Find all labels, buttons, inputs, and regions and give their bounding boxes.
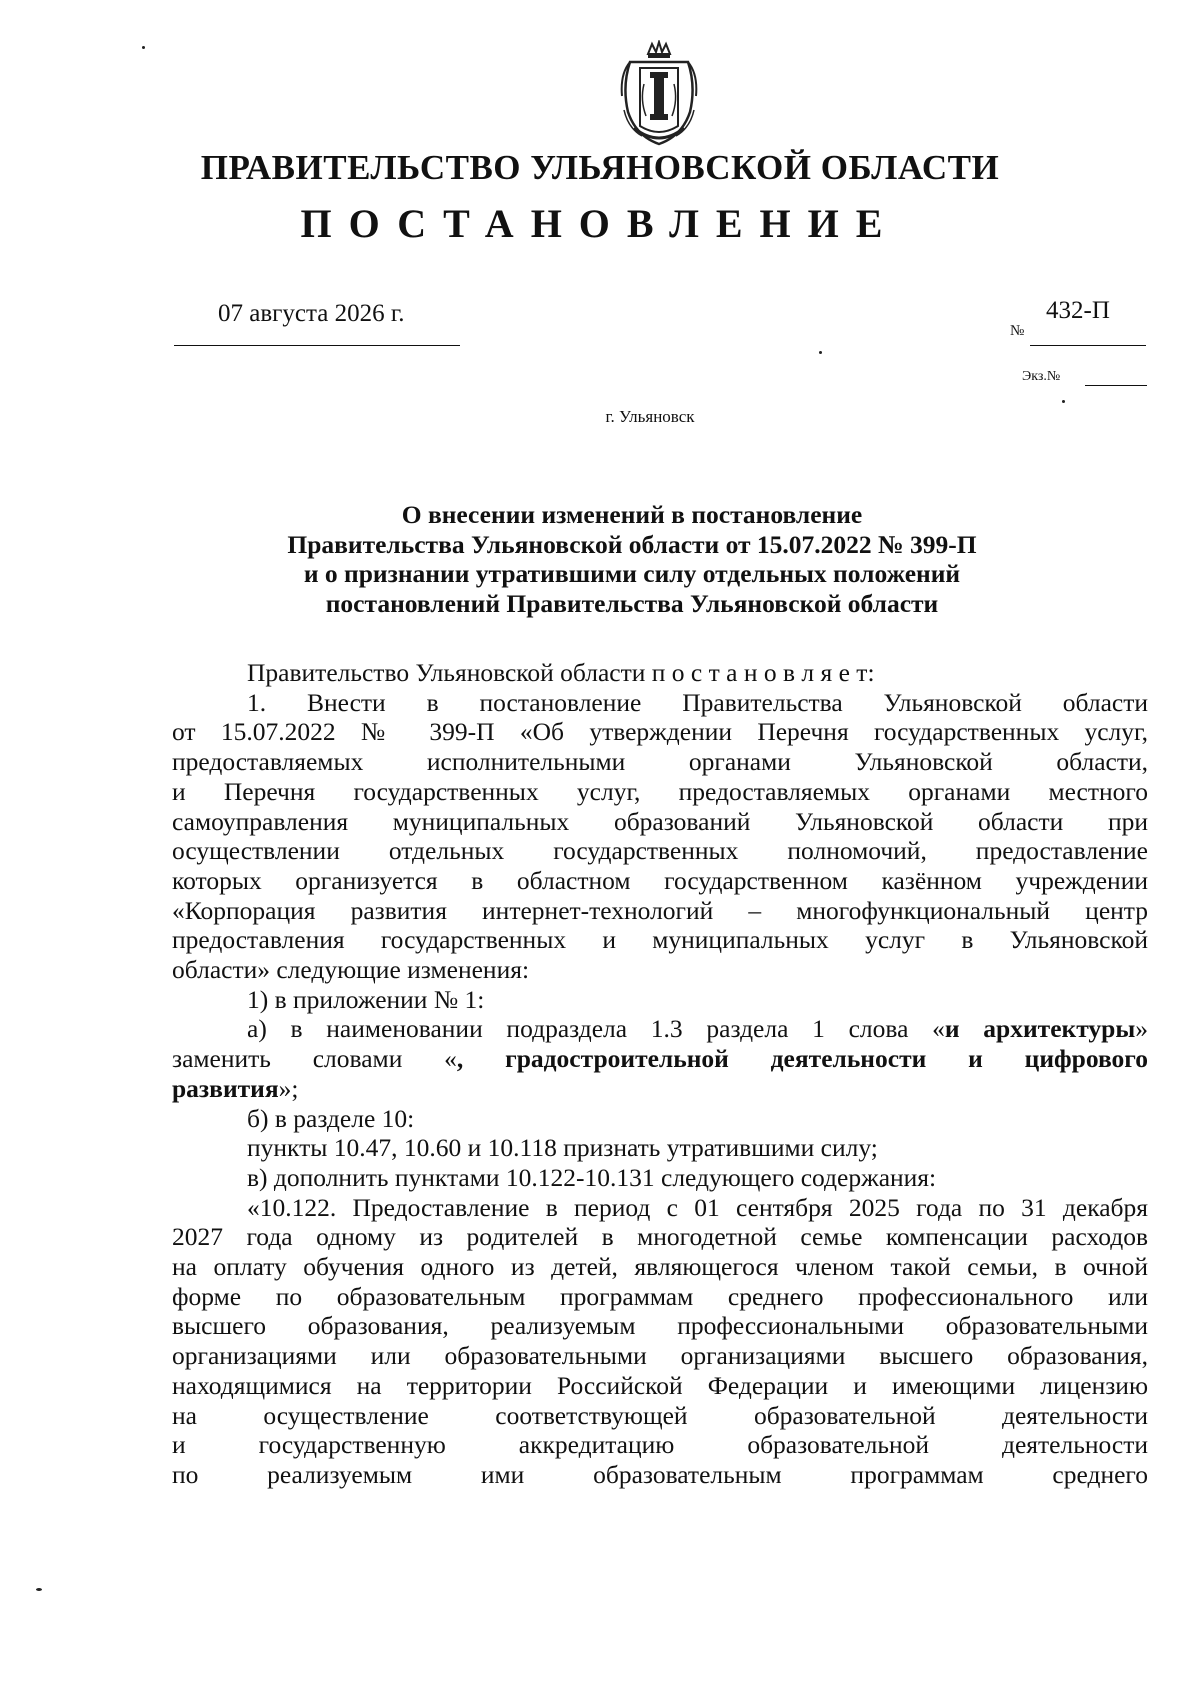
title-line: и о признании утратившими силу отдельных положений <box>303 559 961 588</box>
paragraph-10-122-line: на осуществление соответствующей образовательной деятельности <box>172 1400 1148 1430</box>
scan-mark <box>1062 400 1065 403</box>
item-1-line: самоуправления муниципальных образований Ульяновской области при <box>172 806 1148 836</box>
title-line: О внесении изменений в постановление <box>401 500 863 529</box>
subitem-b-text: пункты 10.47, 10.60 и 10.118 признать утратившими силу; <box>247 1133 878 1163</box>
paragraph-10-122-line: находящимися на территории Российской Федерации и имеющими лицензию <box>172 1370 1148 1400</box>
item-1-last-line: области» следующие изменения: <box>172 955 530 985</box>
paragraph-10-122-line: 2027 года одному из родителей в многодетной семье компенсации расходов <box>172 1222 1148 1252</box>
subitem-a-line <box>172 1074 1148 1104</box>
item-1-line: предоставления государственных и муниципальных услуг в Ульяновской <box>172 925 1148 955</box>
scan-mark <box>819 351 822 354</box>
subitem-1: 1) в приложении № 1: <box>247 984 485 1014</box>
item-1-line: от 15.07.2022 № 399-П «Об утверждении Перечня государственных услуг, <box>172 717 1148 747</box>
subitem-a-bold: и архитектуры <box>944 1014 1136 1044</box>
number-underline <box>1030 345 1146 346</box>
paragraph-10-122-line: высшего образования, реализуемым профессиональными образовательными <box>172 1311 1148 1341</box>
paragraph-10-122-line: на оплату обучения одного из детей, являющегося членом такой семьи, в очной <box>172 1252 1148 1282</box>
subitem-a-line <box>172 1014 1148 1044</box>
title-line: Правительства Ульяновской области от 15.07.2022 № 399-П <box>287 529 977 559</box>
paragraph-10-122-line: по реализуемым ими образовательным программам среднего <box>172 1459 1148 1489</box>
document-number: 432-П <box>1046 297 1110 324</box>
subitem-a-line <box>172 1044 1148 1074</box>
date-underline <box>174 345 460 346</box>
document-title <box>222 500 1042 618</box>
item-1-line: предоставляемых исполнительными органами Ульяновской области, <box>172 747 1148 777</box>
subitem-a-bold: , градостроительной деятельности и цифрового <box>456 1044 1148 1074</box>
city-name: г. Ульяновск <box>605 407 695 426</box>
item-1-line: «Корпорация развития интернет-технологий – многофункциональный центр <box>172 895 1148 925</box>
paragraph-10-122-line: организациями или образовательными организациями высшего образования, <box>172 1341 1148 1371</box>
subitem-a-text: заменить словами « <box>172 1044 457 1074</box>
item-1-line: осуществлении отдельных государственных полномочий, предоставление <box>172 836 1148 866</box>
scan-mark <box>36 1588 42 1591</box>
copy-number-label: Экз.№ <box>1022 369 1061 384</box>
title-line: постановлений Правительства Ульяновской области <box>325 588 939 618</box>
document-type-heading: ПОСТАНОВЛЕНИЕ <box>300 201 900 246</box>
paragraph-10-122-line: форме по образовательным программам среднего профессионального или <box>172 1281 1148 1311</box>
paragraph-10-122-line: «10.122. Предоставление в период с 01 сентября 2025 года по 31 декабря <box>247 1192 1148 1222</box>
subitem-a-text: а) в наименовании подраздела 1.3 раздела 1 слова « <box>247 1014 945 1044</box>
subitem-c: в) дополнить пунктами 10.122-10.131 следующего содержания: <box>247 1162 937 1192</box>
subitem-b: б) в разделе 10: <box>247 1103 415 1133</box>
item-1-line: которых организуется в областном государственном казённом учреждении <box>172 865 1148 895</box>
subitem-a-close: » <box>1135 1014 1148 1044</box>
document-date: 07 августа 2026 г. <box>218 300 405 327</box>
paragraph-10-122-line: и государственную аккредитацию образовательной деятельности <box>172 1430 1148 1460</box>
subitem-a-close: »; <box>278 1073 299 1103</box>
number-sign: № <box>1010 323 1025 339</box>
item-1-line: и Перечня государственных услуг, предоставляемых органами местного <box>172 776 1148 806</box>
organization-name: ПРАВИТЕЛЬСТВО УЛЬЯНОВСКОЙ ОБЛАСТИ <box>200 148 1000 187</box>
scan-mark <box>142 46 145 49</box>
document-body <box>172 658 1148 1490</box>
coat-of-arms-emblem <box>618 40 700 146</box>
subitem-a-bold: развития <box>172 1073 279 1103</box>
preamble: Правительство Ульяновской области п о с т а н о в л я е т: <box>247 658 875 687</box>
copy-number-underline <box>1085 385 1147 386</box>
item-1-line: 1. Внести в постановление Правительства Ульяновской области <box>247 687 1148 717</box>
